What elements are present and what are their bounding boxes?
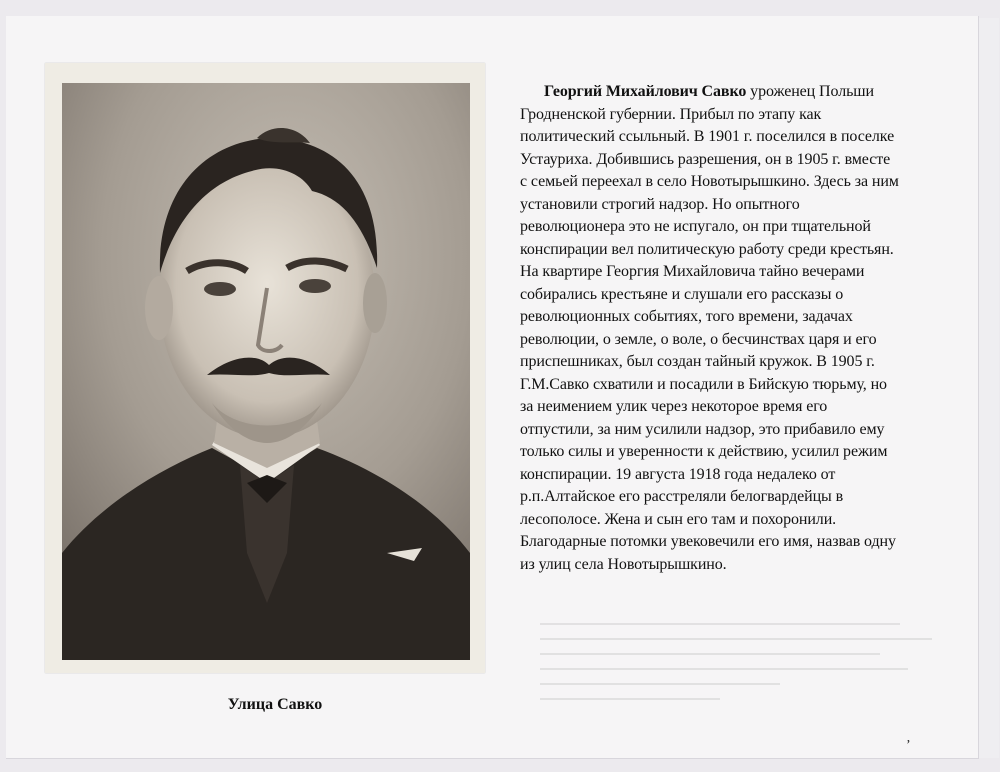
bio-line-text: уроженец Польши <box>750 83 874 100</box>
bio-line: с семьей переехал в село Новотырышкино. Здесь за ним <box>520 173 899 190</box>
bio-line: революционера это не испугало, он при тщательной <box>520 218 871 235</box>
sheet-edge <box>976 18 999 758</box>
scan-mark: ʼ <box>906 738 911 753</box>
bio-line <box>520 81 942 104</box>
bio-person-name: Георгий Михайлович Савко <box>544 83 747 100</box>
bio-line: приспешниках, был создан тайный кружок. В 1905 г. <box>520 353 875 370</box>
bio-line: революции, о земле, о воле, о бесчинствах царя и его <box>520 330 877 348</box>
portrait-photo <box>62 83 470 660</box>
bio-line: На квартире Георгия Михайловича тайно вечерами <box>520 263 865 280</box>
bio-line: Гродненской губернии. Прибыл по этапу как <box>520 105 822 123</box>
bio-line: Устауриха. Добившись разрешения, он в 1905 г. вместе <box>520 150 891 168</box>
bio-line: только силы и уверенности к действию, усилил режим <box>520 443 888 460</box>
bio-line: собирались крестьяне и слушали его рассказы о <box>520 285 844 303</box>
portrait-illustration <box>62 83 470 660</box>
bio-line: отпустили, за ним усилили надзор, это прибавило ему <box>520 420 885 438</box>
caption-street-name: Улица Савко <box>227 696 323 713</box>
bio-line: революционных событиях, того времени, задачах <box>520 308 853 325</box>
bio-line: установили строгий надзор. Но опытного <box>520 195 800 213</box>
biography-text <box>520 81 942 576</box>
bio-line: лесополосе. Жена и сын его там и похоронили. <box>520 510 837 528</box>
bio-line: из улиц села Новотырышкино. <box>520 555 727 573</box>
bio-line: р.п.Алтайское его расстреляли белогвардейцы в <box>520 488 844 505</box>
bio-line: Г.М.Савко схватили и посадили в Бийскую тюрьму, но <box>520 375 887 393</box>
bleed-through-text <box>540 610 940 720</box>
bio-line: конспирации. 19 августа 1918 года недалеко от <box>520 465 836 483</box>
bio-line: конспирации вел политическую работу среди крестьян. <box>520 240 894 258</box>
bio-line: за неимением улик через некоторое время его <box>520 398 828 415</box>
bio-line: политический ссыльный. В 1901 г. поселился в поселке <box>520 128 895 145</box>
bio-line: Благодарные потомки увековечили его имя, назвав одну <box>520 533 896 550</box>
